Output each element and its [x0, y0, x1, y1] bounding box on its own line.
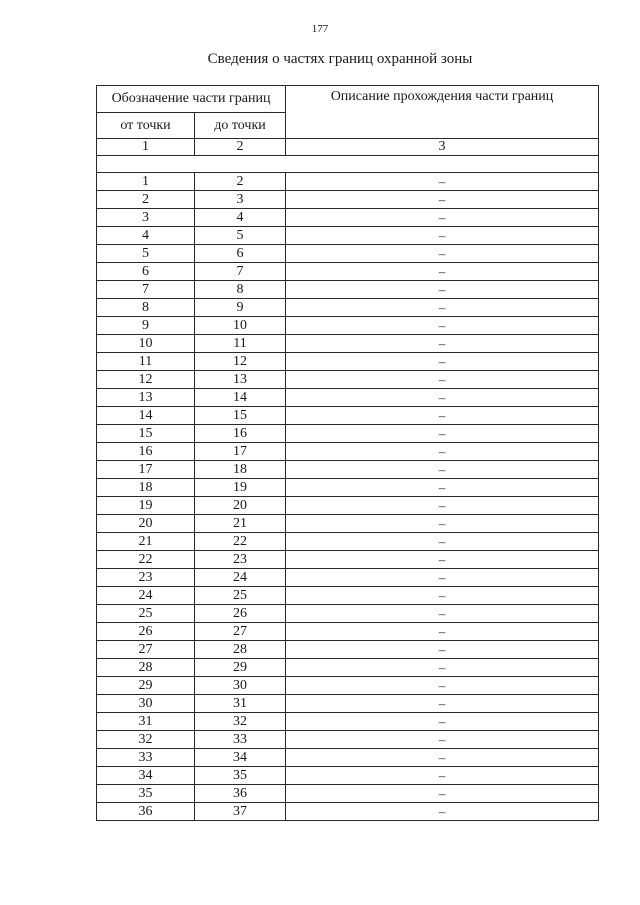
- from-point-cell: 3: [97, 209, 195, 227]
- from-point-header: от точки: [97, 113, 195, 139]
- from-point-cell: 5: [97, 245, 195, 263]
- from-point-cell: 12: [97, 371, 195, 389]
- description-cell: –: [286, 389, 599, 407]
- to-point-cell: 27: [195, 623, 286, 641]
- from-point-cell: 13: [97, 389, 195, 407]
- table-row: [97, 497, 599, 515]
- from-point-cell: 30: [97, 695, 195, 713]
- from-point-cell: 6: [97, 263, 195, 281]
- description-cell: –: [286, 173, 599, 191]
- description-cell: –: [286, 227, 599, 245]
- description-cell: –: [286, 587, 599, 605]
- description-cell: –: [286, 749, 599, 767]
- boundary-designation-header: Обозначение части границ: [97, 86, 286, 113]
- from-point-cell: 16: [97, 443, 195, 461]
- from-point-cell: 14: [97, 407, 195, 425]
- from-point-cell: 29: [97, 677, 195, 695]
- from-point-cell: 15: [97, 425, 195, 443]
- to-point-cell: 34: [195, 749, 286, 767]
- table-row: [97, 353, 599, 371]
- from-point-cell: 27: [97, 641, 195, 659]
- to-point-cell: 15: [195, 407, 286, 425]
- description-cell: –: [286, 353, 599, 371]
- description-cell: –: [286, 371, 599, 389]
- to-point-cell: 7: [195, 263, 286, 281]
- to-point-cell: 29: [195, 659, 286, 677]
- from-point-cell: 19: [97, 497, 195, 515]
- column-number: 2: [195, 139, 286, 156]
- table-row: [97, 659, 599, 677]
- from-point-cell: 4: [97, 227, 195, 245]
- to-point-cell: 37: [195, 803, 286, 821]
- table-row: [97, 173, 599, 191]
- to-point-cell: 11: [195, 335, 286, 353]
- description-cell: –: [286, 191, 599, 209]
- table-row: [97, 695, 599, 713]
- from-point-cell: 34: [97, 767, 195, 785]
- description-cell: –: [286, 677, 599, 695]
- table-row: [97, 641, 599, 659]
- to-point-cell: 23: [195, 551, 286, 569]
- from-point-cell: 22: [97, 551, 195, 569]
- to-point-cell: 25: [195, 587, 286, 605]
- table-row: [97, 479, 599, 497]
- blank-row: [97, 156, 599, 173]
- from-point-cell: 26: [97, 623, 195, 641]
- description-cell: –: [286, 263, 599, 281]
- to-point-cell: 32: [195, 713, 286, 731]
- from-point-cell: 7: [97, 281, 195, 299]
- from-point-cell: 32: [97, 731, 195, 749]
- table-row: [97, 425, 599, 443]
- to-point-cell: 21: [195, 515, 286, 533]
- from-point-cell: 24: [97, 587, 195, 605]
- to-point-cell: 19: [195, 479, 286, 497]
- table-row: [97, 371, 599, 389]
- to-point-cell: 31: [195, 695, 286, 713]
- to-point-cell: 9: [195, 299, 286, 317]
- description-cell: –: [286, 551, 599, 569]
- table-row: [97, 677, 599, 695]
- from-point-cell: 23: [97, 569, 195, 587]
- table-row: [97, 623, 599, 641]
- table-row: [97, 443, 599, 461]
- to-point-cell: 16: [195, 425, 286, 443]
- description-cell: –: [286, 317, 599, 335]
- table-row: [97, 587, 599, 605]
- description-cell: –: [286, 461, 599, 479]
- to-point-cell: 14: [195, 389, 286, 407]
- from-point-cell: 25: [97, 605, 195, 623]
- to-point-cell: 36: [195, 785, 286, 803]
- table-row: [97, 803, 599, 821]
- table-row: [97, 551, 599, 569]
- to-point-cell: 20: [195, 497, 286, 515]
- from-point-cell: 8: [97, 299, 195, 317]
- blank-cell: [97, 156, 599, 173]
- description-cell: –: [286, 209, 599, 227]
- from-point-cell: 28: [97, 659, 195, 677]
- column-number-row: [97, 139, 599, 156]
- to-point-cell: 6: [195, 245, 286, 263]
- to-point-cell: 24: [195, 569, 286, 587]
- table-row: [97, 263, 599, 281]
- description-cell: –: [286, 497, 599, 515]
- description-cell: –: [286, 623, 599, 641]
- from-point-cell: 35: [97, 785, 195, 803]
- from-point-cell: 31: [97, 713, 195, 731]
- description-cell: –: [286, 605, 599, 623]
- table-body: [97, 139, 599, 821]
- to-point-cell: 8: [195, 281, 286, 299]
- table-row: [97, 605, 599, 623]
- column-number: 1: [97, 139, 195, 156]
- table-row: [97, 281, 599, 299]
- description-cell: –: [286, 569, 599, 587]
- to-point-cell: 13: [195, 371, 286, 389]
- description-cell: –: [286, 299, 599, 317]
- description-cell: –: [286, 245, 599, 263]
- table-row: [97, 317, 599, 335]
- description-cell: –: [286, 713, 599, 731]
- description-cell: –: [286, 695, 599, 713]
- table-row: [97, 299, 599, 317]
- to-point-cell: 3: [195, 191, 286, 209]
- to-point-cell: 18: [195, 461, 286, 479]
- table-row: [97, 785, 599, 803]
- description-cell: –: [286, 785, 599, 803]
- description-cell: –: [286, 767, 599, 785]
- description-cell: –: [286, 281, 599, 299]
- description-cell: –: [286, 425, 599, 443]
- table-row: [97, 569, 599, 587]
- table-row: [97, 461, 599, 479]
- table-row: [97, 713, 599, 731]
- boundary-parts-table: [96, 85, 599, 821]
- description-cell: –: [286, 335, 599, 353]
- table-row: [97, 767, 599, 785]
- from-point-cell: 11: [97, 353, 195, 371]
- from-point-cell: 10: [97, 335, 195, 353]
- from-point-cell: 36: [97, 803, 195, 821]
- description-cell: –: [286, 803, 599, 821]
- to-point-cell: 2: [195, 173, 286, 191]
- description-cell: –: [286, 641, 599, 659]
- from-point-cell: 17: [97, 461, 195, 479]
- to-point-cell: 17: [195, 443, 286, 461]
- to-point-header: до точки: [195, 113, 286, 139]
- table-row: [97, 209, 599, 227]
- table-row: [97, 191, 599, 209]
- table-row: [97, 245, 599, 263]
- table-row: [97, 389, 599, 407]
- to-point-cell: 12: [195, 353, 286, 371]
- from-point-cell: 1: [97, 173, 195, 191]
- from-point-cell: 2: [97, 191, 195, 209]
- from-point-cell: 21: [97, 533, 195, 551]
- boundary-description-header: Описание прохождения части границ: [286, 86, 599, 139]
- description-cell: –: [286, 659, 599, 677]
- table-row: [97, 227, 599, 245]
- description-cell: –: [286, 533, 599, 551]
- page-number: 177: [311, 23, 329, 35]
- description-cell: –: [286, 443, 599, 461]
- from-point-cell: 33: [97, 749, 195, 767]
- table-row: [97, 515, 599, 533]
- table-row: [97, 335, 599, 353]
- to-point-cell: 35: [195, 767, 286, 785]
- column-number: 3: [286, 139, 599, 156]
- table-row: [97, 731, 599, 749]
- from-point-cell: 18: [97, 479, 195, 497]
- document-title: Сведения о частях границ охранной зоны: [207, 51, 473, 67]
- to-point-cell: 30: [195, 677, 286, 695]
- description-cell: –: [286, 479, 599, 497]
- to-point-cell: 22: [195, 533, 286, 551]
- description-cell: –: [286, 407, 599, 425]
- description-cell: –: [286, 515, 599, 533]
- from-point-cell: 9: [97, 317, 195, 335]
- table-row: [97, 407, 599, 425]
- to-point-cell: 26: [195, 605, 286, 623]
- to-point-cell: 5: [195, 227, 286, 245]
- to-point-cell: 33: [195, 731, 286, 749]
- to-point-cell: 10: [195, 317, 286, 335]
- to-point-cell: 28: [195, 641, 286, 659]
- table-row: [97, 749, 599, 767]
- to-point-cell: 4: [195, 209, 286, 227]
- from-point-cell: 20: [97, 515, 195, 533]
- description-cell: –: [286, 731, 599, 749]
- table-row: [97, 533, 599, 551]
